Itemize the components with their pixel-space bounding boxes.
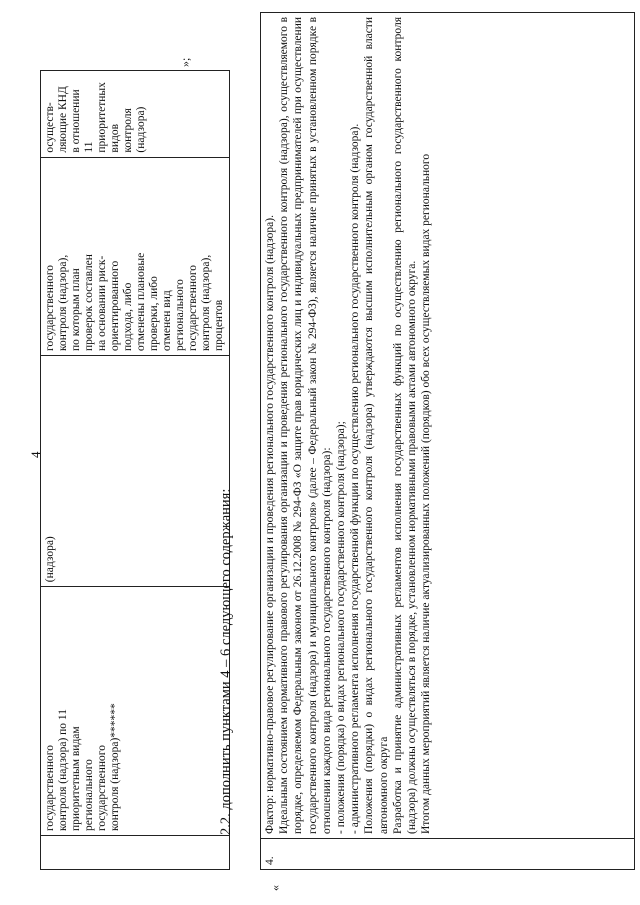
page-number: 4 [28,451,43,458]
previous-table-continuation [40,70,230,870]
table-cell-number [41,836,230,870]
table-row [41,71,230,870]
ideal-state-paragraph: Идеальным состоянием нормативного правового регулирования организации и проведения регионального государственного контроля (надзора), осуществляемого в порядке, определяемом Федеральным законом от 26.12.2008 № 294-ФЗ «О защите прав юридических лиц и индивидуальных предпринимателей при осуществлении государственного контроля (надзора) и муниципального контроля» (далее – Федеральный закон № 294-ФЗ), является наличие принятых в установленном порядке в отношении каждого вида регионального государственного контроля (надзора): [278,17,333,834]
section-body [261,13,635,839]
section-table [260,12,635,870]
table-cell-responsible: осуществ- ляющие КНД в отношении 11 приоритетных видов контроля (надзора) [41,71,230,158]
regulations-paragraph: Положения (порядки) о видах регионального государственного контроля (надзора) утверждаются высшим исполнительным органом государственной власти автономного округа [363,17,390,834]
result-paragraph: Итогом данных мероприятий является наличие актуализированных положений (порядков) обо всех осуществляемых видах регионального [420,153,433,834]
amendment-text: 2.2. дополнить пунктами 4 – 6 следующего содержания: [218,488,234,835]
closing-quote: »; [178,57,192,67]
opening-quote: « [268,885,282,891]
development-paragraph: Разработка и принятие административных регламентов исполнения государственных функций по осуществлению регионального государственного контроля (надзора) должны осуществляться в порядке, установленном нормативными правовыми актами автономного округа. [391,17,419,834]
table-cell-description: государственного контроля (надзора), по которым план проверок составлен на основании риск- ориентированного подхода, либо отменены плановые проверки, либо отменен вид регионального государственного контроля (надзора), процентов [41,157,230,355]
list-item: - положения (порядка) о видах регионального государственного контроля (надзора); [335,421,348,834]
table-cell-source: (надзора) [41,355,230,586]
section-number: 4. [261,839,635,870]
table-cell-indicator: государственного контроля (надзора) по 11 приоритетным видам регионального государственного контроля (надзора)****** [41,587,230,836]
list-item: - административного регламента исполнения государственной функции по осуществлению регионального государственного контроля (надзора). [349,123,362,834]
factor-paragraph: Фактор: нормативно-правовое регулирование организации и проведения регионального государственного контроля (надзора). [264,215,276,834]
table-row [261,13,635,870]
